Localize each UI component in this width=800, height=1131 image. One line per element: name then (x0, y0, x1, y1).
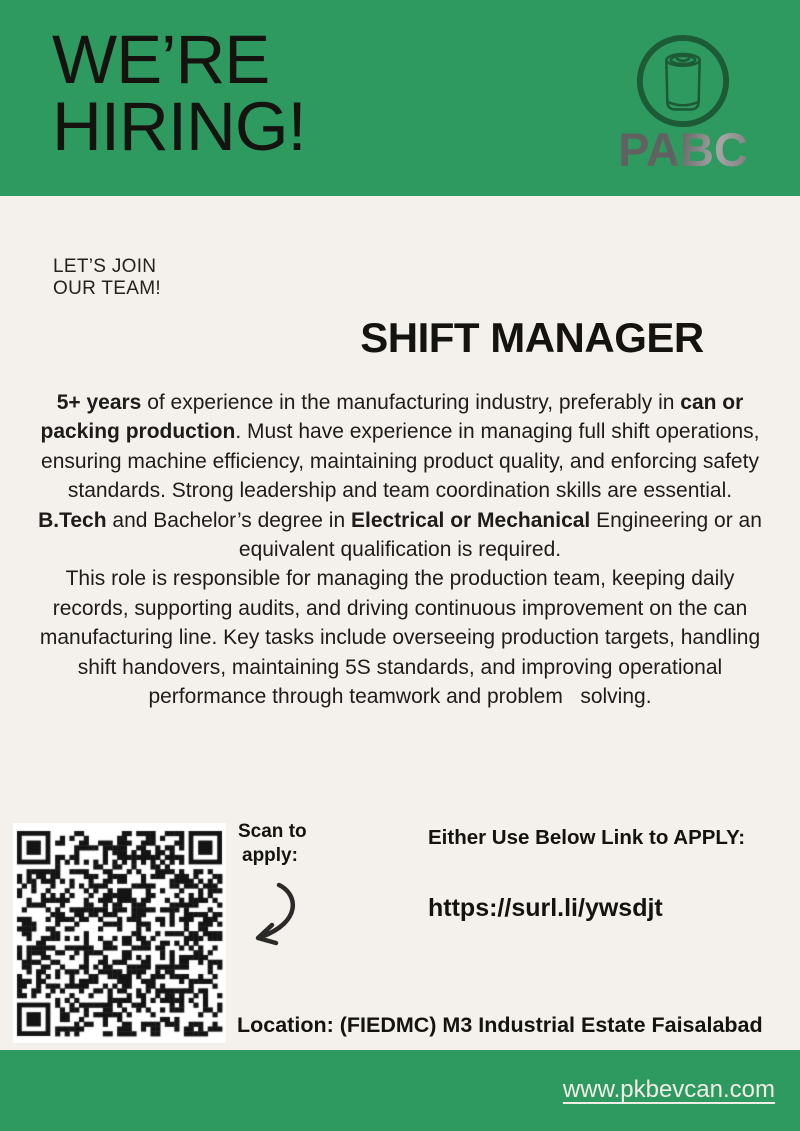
job-description-paragraph: B.Tech and Bachelor’s degree in Electrical or Mechanical Engineering or an equivalent qualification is required. (38, 508, 768, 562)
pabc-logo (606, 32, 760, 176)
job-title: SHIFT MANAGER (360, 314, 704, 361)
headline-line2: HIRING! (52, 88, 306, 165)
scan-label-line1: Scan to (238, 821, 307, 842)
apply-link-heading: Either Use Below Link to APPLY: (428, 826, 746, 849)
scan-label-line2: apply: (242, 845, 298, 866)
qr-code (13, 823, 226, 1043)
website-link[interactable]: www.pkbevcan.com (562, 1076, 775, 1103)
footer-band (0, 1050, 800, 1131)
header-band (0, 0, 800, 196)
headline-line1: WE’RE (52, 21, 270, 98)
scan-to-apply-label (238, 820, 307, 868)
location-text: Location: (FIEDMC) M3 Industrial Estate Faisalabad (237, 1013, 763, 1037)
tagline (53, 256, 161, 300)
headline (52, 21, 306, 165)
apply-link-url[interactable]: https://surl.li/ywsdjt (428, 894, 663, 922)
job-description-paragraph: 5+ years of experience in the manufacturing industry, preferably in can or packing production. Must have experience in managing full shift operations, ensuring machine efficiency, maintaining product quality, and enforcing safety standards. Strong leadership and team coordination skills are essential. (40, 391, 766, 503)
job-description-paragraph: This role is responsible for managing the production team, keeping daily records, supporting audits, and driving continuous improvement on the can manufacturing line. Key tasks include overseeing production targets, handling shift handovers, maintaining 5S standards, and improving operational performance through teamwork and problem solving. (39, 567, 766, 709)
beverage-can-icon (634, 32, 732, 130)
curved-arrow-down-left-icon (244, 880, 302, 952)
tagline-line1: LET’S JOIN (53, 256, 157, 277)
tagline-line2: OUR TEAM! (53, 278, 161, 299)
job-description (38, 388, 768, 711)
logo-brand-text: PABC (606, 126, 760, 173)
